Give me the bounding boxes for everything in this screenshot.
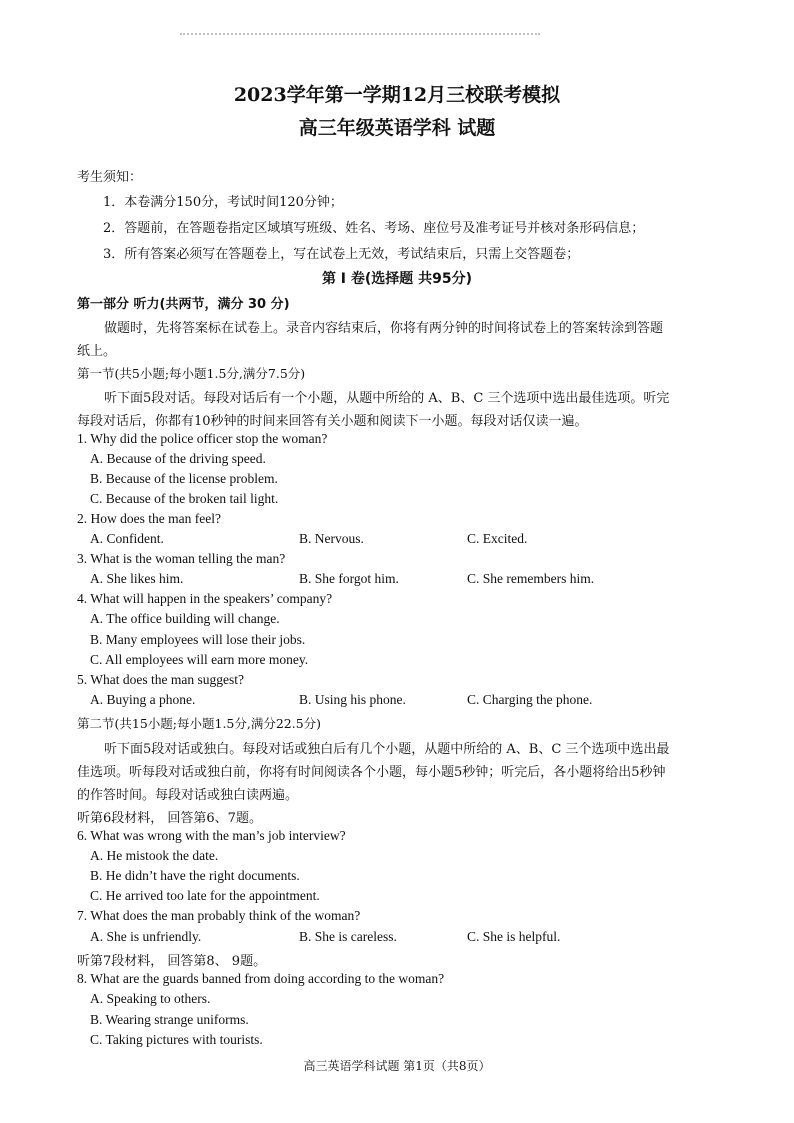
option: C. Taking pictures with tourists.: [90, 1032, 263, 1047]
question-stem: 4. What will happen in the speakers’ company?: [77, 591, 333, 606]
section2-intro: 听下面5段对话或独白。每段对话或独白后有几个小题，从题中所给的 A、B、C 三个选项中选出最: [104, 742, 670, 757]
notice-item: 3．所有答案必须写在答题卷上，写在试卷上无效，考试结束后，只需上交答题卷；: [103, 247, 580, 262]
option: C. He arrived too late for the appointment.: [90, 888, 320, 903]
section2-heading: 第二节(共15小题;每小题1.5分,满分22.5分): [77, 716, 322, 731]
option: B. She forgot him.: [299, 571, 399, 586]
question-stem: 7. What does the man probably think of the woman?: [77, 908, 361, 923]
option: A. She likes him.: [90, 571, 184, 586]
option: B. Wearing strange uniforms.: [90, 1012, 249, 1027]
notice-heading: 考生须知：: [77, 170, 143, 185]
section1-intro: 听下面5段对话。每段对话后有一个小题，从题中所给的 A、B、C 三个选项中选出最佳选项。听完: [104, 391, 670, 406]
section1-intro: 每段对话后，你都有10秒钟的时间来回答有关小题和阅读下一小题。每段对话仅读一遍。: [77, 414, 588, 429]
scan-artifact: [180, 33, 540, 41]
section2-intro: 的作答时间。每段对话或独白读两遍。: [77, 788, 299, 803]
question-stem: 1. Why did the police officer stop the woman?: [77, 431, 328, 446]
option: C. She remembers him.: [467, 571, 595, 586]
option: C. All employees will earn more money.: [90, 652, 309, 667]
page-footer: 高三英语学科试题 第1页（共8页）: [303, 1059, 491, 1073]
option: A. Confident.: [90, 531, 164, 546]
option: B. Using his phone.: [299, 692, 406, 707]
question-stem: 8. What are the guards banned from doing according to the woman?: [77, 971, 445, 986]
option: A. He mistook the date.: [90, 848, 219, 863]
section2-intro: 佳选项。听每段对话或独白前，你将有时间阅读各个小题，每小题5秒钟；听完后，各小题将给出5秒钟: [77, 765, 666, 780]
material-instruction: 听第7段材料， 回答第8、 9题。: [77, 954, 267, 969]
option: C. Because of the broken tail light.: [90, 491, 279, 506]
part1-intro: 做题时，先将答案标在试卷上。录音内容结束后，你将有两分钟的时间将试卷上的答案转涂到答题: [104, 321, 664, 336]
question-stem: 5. What does the man suggest?: [77, 672, 244, 687]
option: A. She is unfriendly.: [90, 929, 202, 944]
section1-heading: 第一节(共5小题;每小题1.5分,满分7.5分): [77, 366, 306, 381]
option: A. Because of the driving speed.: [90, 451, 266, 466]
exam-title: 2023学年第一学期12月三校联考模拟: [233, 84, 561, 106]
option: C. Charging the phone.: [467, 692, 593, 707]
question-stem: 2. How does the man feel?: [77, 511, 221, 526]
option: B. Because of the license problem.: [90, 471, 278, 486]
option: B. He didn’t have the right documents.: [90, 868, 300, 883]
option: C. She is helpful.: [467, 929, 561, 944]
option: B. Many employees will lose their jobs.: [90, 632, 306, 647]
part1-heading: 第一部分 听力(共两节，满分 30 分): [77, 297, 290, 312]
option: A. Buying a phone.: [90, 692, 196, 707]
question-stem: 6. What was wrong with the man’s job interview?: [77, 828, 346, 843]
option: C. Excited.: [467, 531, 528, 546]
option: B. She is careless.: [299, 929, 397, 944]
option: A. The office building will change.: [90, 611, 280, 626]
part1-intro: 纸上。: [77, 344, 117, 359]
question-stem: 3. What is the woman telling the man?: [77, 551, 286, 566]
option: B. Nervous.: [299, 531, 364, 546]
volume-title: 第 Ⅰ 卷(选择题 共95分): [321, 271, 473, 287]
material-instruction: 听第6段材料， 回答第6、7题。: [77, 811, 262, 826]
notice-item: 1．本卷满分150分，考试时间120分钟；: [103, 195, 343, 210]
exam-subtitle: 高三年级英语学科 试题: [298, 117, 496, 139]
notice-item: 2．答题前，在答题卷指定区域填写班级、姓名、考场、座位号及准考证号并核对条形码信息；: [103, 221, 645, 236]
option: A. Speaking to others.: [90, 991, 211, 1006]
